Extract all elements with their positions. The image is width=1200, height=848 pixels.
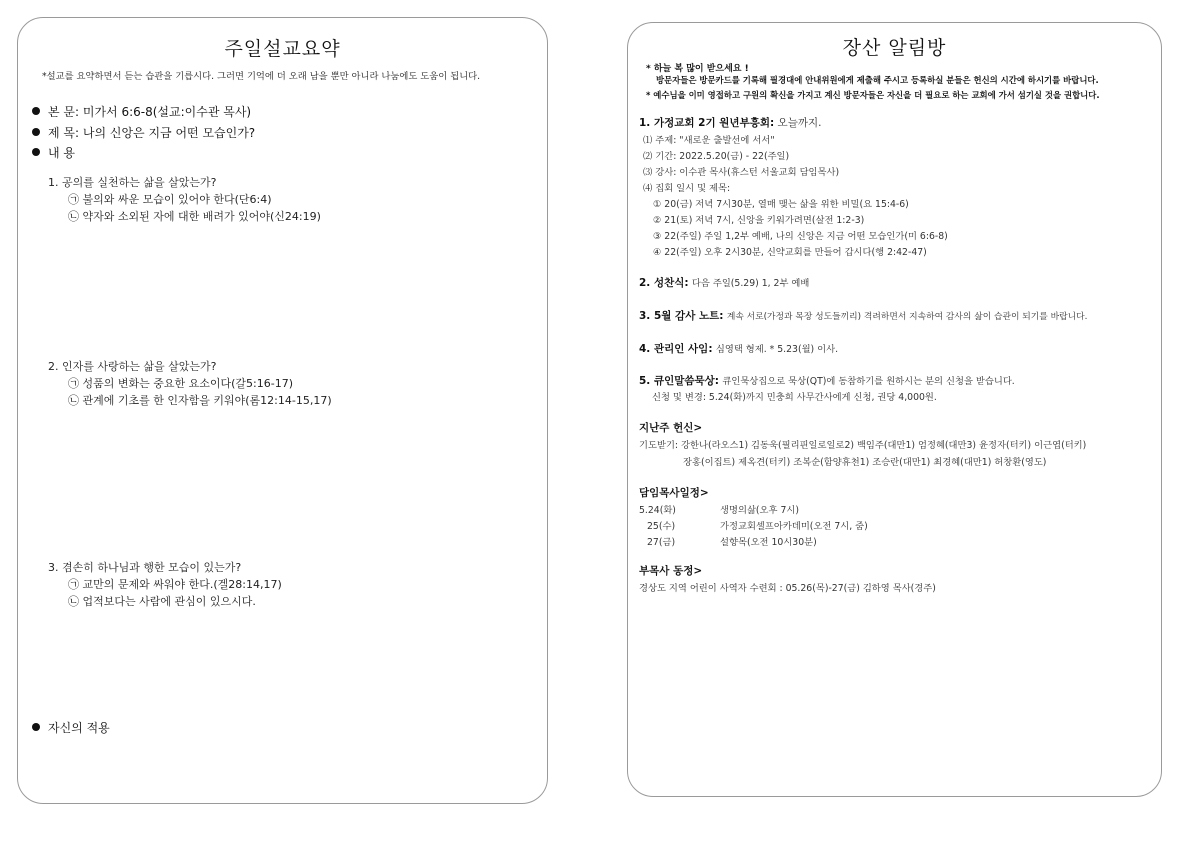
revival-session-4: ④ 22(주일) 오후 2시30분, 신약교회를 만들어 갑시다(행 2:42-47) — [653, 247, 927, 258]
content-heading: 내 용 — [32, 144, 75, 161]
notice-believers: * 예수님을 이미 영접하고 구원의 확신을 가지고 계신 방문자들은 자신을 더 필요로 하는 교회에 가서 섬기실 것을 권합니다. — [646, 90, 1100, 100]
point-1-sub-1: ㉠ 불의와 싸운 모습이 있어야 한다(단6:4) — [68, 193, 272, 206]
point-2-sub-1: ㉠ 성품의 변화는 중요한 요소이다(갈5:16-17) — [68, 377, 294, 390]
qt-signup: 신청 및 변경: 5.24(화)까지 민충희 사무간사에게 신청, 권당 4,000원. — [652, 392, 937, 403]
revival-period: ⑵ 기간: 2022.5.20(금) - 22(주일) — [643, 151, 790, 162]
revival-theme: ⑴ 주제: "새로운 출발선에 서서" — [643, 135, 775, 146]
point-1-title: 1. 공의를 실천하는 삶을 살았는가? — [48, 176, 217, 189]
sermon-summary-panel — [17, 17, 548, 804]
pastor-schedule-event-3: 설향목(오전 10시30분) — [720, 537, 817, 548]
pastor-schedule-heading: 담임목사일정> — [639, 487, 709, 499]
bullet-icon — [32, 107, 40, 115]
bullet-icon — [32, 128, 40, 136]
announcements-panel — [627, 22, 1162, 797]
item-5-qt: 5. 큐인말씀묵상: 큐인묵상집으로 묵상(QT)에 동참하기를 원하시는 분의 신청을 받습니다. — [639, 375, 1015, 387]
sermon-title-line: 제 목: 나의 신앙은 지금 어떤 모습인가? — [32, 124, 255, 141]
revival-session-3: ③ 22(주일) 주일 1,2부 예배, 나의 신앙은 지금 어떤 모습인가(미 6:6-8) — [653, 231, 948, 242]
pastor-schedule-date-1: 5.24(화) — [639, 505, 676, 516]
point-2-sub-2: ㉡ 관계에 기초를 한 인자함을 키워야(롬12:14-15,17) — [68, 394, 332, 407]
point-2-title: 2. 인자를 사랑하는 삶을 살았는가? — [48, 360, 217, 373]
pastor-schedule-event-2: 가정교회셀프아카데미(오전 7시, 줌) — [720, 521, 868, 532]
revival-session-1: ① 20(금) 저녁 7시30분, 열매 맺는 삶을 위한 비밀(요 15:4-6) — [653, 199, 909, 210]
bullet-icon — [32, 723, 40, 731]
notice-greeting: * 하늘 복 많이 받으세요 ! — [646, 64, 749, 74]
point-3-sub-1: ㉠ 교만의 문제와 싸워야 한다.(겔28:14,17) — [68, 578, 282, 591]
point-1-sub-2: ㉡ 약자와 소외된 자에 대한 배려가 있어야(신24:19) — [68, 210, 321, 223]
point-3-title: 3. 겸손히 하나님과 행한 모습이 있는가? — [48, 561, 242, 574]
item-4-caretaker: 4. 관리인 사임: 심영택 형제. * 5.23(월) 이사. — [639, 343, 839, 355]
offering-heading: 지난주 헌신> — [639, 422, 703, 434]
revival-session-2: ② 21(토) 저녁 7시, 신앙을 키워가려면(살전 1:2-3) — [653, 215, 865, 226]
offering-line-1: 기도받기: 강한나(라오스1) 김동욱(필리핀일로일로2) 백임주(대만1) 엄정혜(대만3) 윤정자(터키) 이근엽(터키) — [639, 440, 1087, 451]
point-3-sub-2: ㉡ 업적보다는 사람에 관심이 있으시다. — [68, 595, 256, 608]
item-2-communion: 2. 성찬식: 다음 주일(5.29) 1, 2부 예배 — [639, 277, 810, 289]
revival-speaker: ⑶ 강사: 이수관 목사(휴스턴 서울교회 담임목사) — [643, 167, 840, 178]
offering-line-2: 장홍(이집트) 제옥견(터키) 조복순(함양휴천1) 조승란(대만1) 최경혜(대만1) 허창환(영도) — [683, 457, 1047, 468]
pastor-schedule-date-3: 27(금) — [647, 537, 676, 548]
notice-visitors: 방문자들은 방문카드를 기록해 필경대에 안내위원에게 제출해 주시고 등록하실 분들은 헌신의 시간에 하시기를 바랍니다. — [656, 75, 1099, 85]
pastor-schedule-date-2: 25(수) — [647, 521, 676, 532]
item-3-thanks-note: 3. 5월 감사 노트: 계속 서로(가정과 목장 성도들끼리) 격려하면서 지속하여 감사의 삶이 습관이 되기를 바랍니다. — [639, 310, 1088, 322]
item-1-revival: 1. 가정교회 2기 원년부흥회: 오늘까지. — [639, 117, 822, 129]
announcements-title: 장산 알림방 — [842, 37, 947, 59]
sermon-subtitle: *설교를 요약하면서 듣는 습관을 기릅시다. 그러면 기억에 더 오래 남을 뿐만 아니라 나눔에도 도움이 됩니다. — [42, 71, 481, 82]
revival-schedule-label: ⑷ 집회 일시 및 제목: — [643, 183, 731, 194]
sermon-summary-title: 주일설교요약 — [224, 38, 341, 60]
pastor-schedule-event-1: 생명의삶(오후 7시) — [720, 505, 799, 516]
associate-pastor-heading: 부목사 동정> — [639, 565, 703, 577]
scripture-line: 본 문: 미가서 6:6-8(설교:이수관 목사) — [32, 103, 251, 120]
bullet-icon — [32, 148, 40, 156]
application-heading: 자신의 적용 — [32, 719, 110, 736]
associate-pastor-line: 경상도 지역 어린이 사역자 수련회 : 05.26(목)-27(금) 김하영 목사(경주) — [639, 583, 936, 594]
